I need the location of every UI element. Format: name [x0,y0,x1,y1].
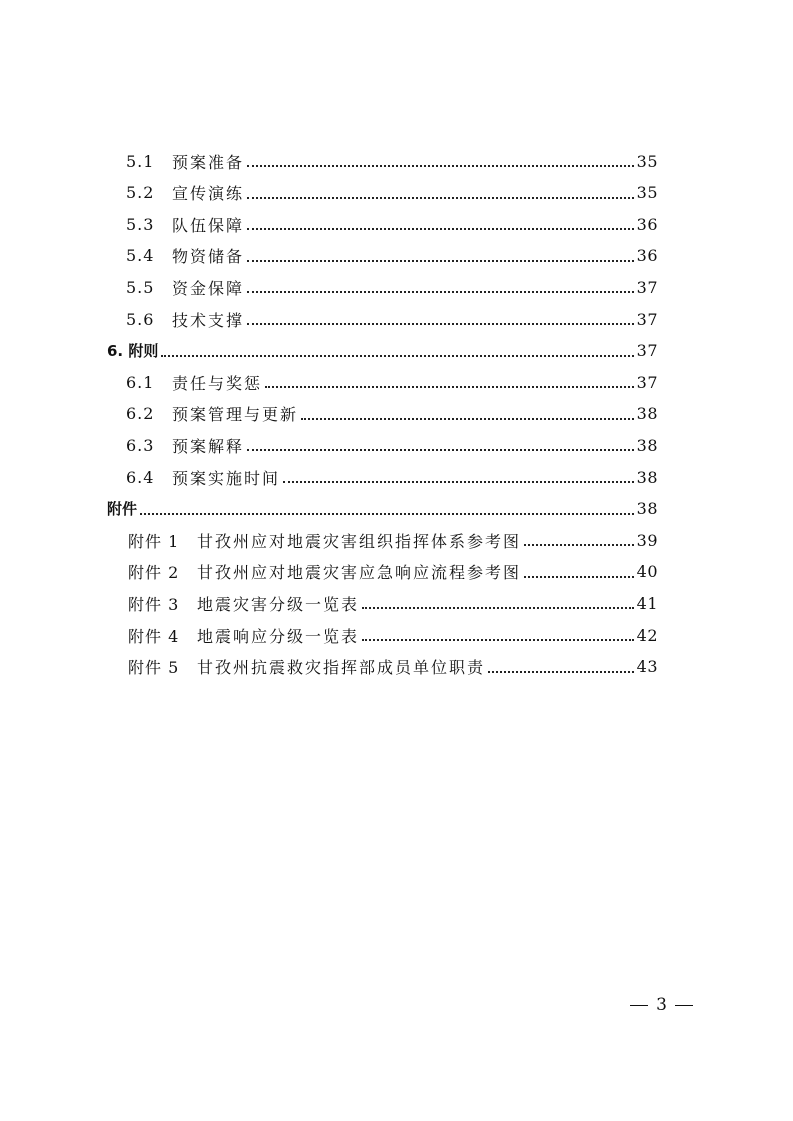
toc-entry-title: 预案准备 [172,152,245,172]
toc-entry-title: 物资储备 [172,247,245,267]
toc-entry-title: 甘孜州抗震救灾指挥部成员单位职责 [197,658,486,678]
toc-entry[interactable] [128,525,658,555]
toc-entry-page: 43 [636,657,658,677]
toc-entry-title: 技术支撑 [172,310,245,330]
dot-leader [247,164,634,167]
toc-entry-title: 宣传演练 [172,184,245,204]
dot-leader [362,638,634,641]
dot-leader [362,606,634,609]
toc-entry-number: 5.4 [126,246,155,266]
toc-entry-number: 6.1 [126,372,155,392]
toc-entry[interactable] [126,399,658,429]
toc-entry-number: 6.2 [126,404,155,424]
toc-entry[interactable] [128,588,658,618]
toc-entry-number: 附件 4 [128,626,180,646]
toc-entry-number: 附件 3 [128,594,180,614]
toc-entry-title: 预案实施时间 [172,468,281,488]
toc-entry-title: 资金保障 [172,278,245,298]
toc-entry-page: 37 [636,309,658,329]
toc-entry[interactable] [126,209,658,239]
toc-entry-number: 5.5 [126,277,155,297]
toc-entry-title: 责任与奖惩 [172,373,263,393]
toc-entry[interactable] [107,336,658,366]
toc-entry[interactable] [107,494,658,524]
toc-entry-page: 38 [636,404,658,424]
toc-entry[interactable] [126,304,658,334]
toc-entry-title: 地震响应分级一览表 [197,626,360,646]
toc-entry-number: 附件 2 [128,563,180,583]
toc-entry[interactable] [126,367,658,397]
dot-leader [283,480,634,483]
dot-leader [247,290,634,293]
toc-entry[interactable] [126,241,658,271]
dot-leader [524,543,634,546]
dot-leader [488,670,634,673]
dot-leader [247,322,634,325]
dot-leader [301,417,634,420]
toc-entry-page: 35 [636,151,658,171]
dot-leader [161,354,633,357]
toc-entry-page: 38 [636,499,658,519]
toc-entry[interactable] [126,462,658,492]
toc-entry-page: 38 [636,435,658,455]
toc-entry[interactable] [128,620,658,650]
toc-entry-number: 6.3 [126,435,155,455]
toc-entry-page: 41 [636,593,658,613]
dot-leader [247,448,634,451]
dot-leader [247,196,634,199]
dot-leader [265,385,634,388]
toc-entry-page: 37 [636,372,658,392]
toc-entry-title: 预案管理与更新 [172,405,299,425]
toc-entry-page: 36 [636,214,658,234]
toc-entry-page: 40 [636,562,658,582]
toc-entry-title: 附件 [107,500,138,519]
toc-entry-title: 预案解释 [172,436,245,456]
toc-entry-page: 37 [636,341,658,361]
toc-entry-number: 5.6 [126,309,155,329]
toc-entry-number: 6.4 [126,467,155,487]
toc-entry[interactable] [126,146,658,176]
toc-entry-page: 38 [636,467,658,487]
toc-entry-page: 35 [636,183,658,203]
toc-entry[interactable] [126,272,658,302]
dot-leader [247,259,634,262]
toc-entry-number: 5.3 [126,214,155,234]
page-footer [630,995,693,1015]
toc-entry-number: 附件 5 [128,658,180,678]
toc-entry-number: 5.2 [126,183,155,203]
toc-entry-page: 39 [636,530,658,550]
dot-leader [140,512,634,515]
toc-entry-page: 42 [636,625,658,645]
toc-entry[interactable] [126,430,658,460]
toc-entry-title: 队伍保障 [172,215,245,235]
toc-entry-title: 6. 附则 [107,342,159,361]
dot-leader [247,227,634,230]
toc-entry[interactable] [128,557,658,587]
footer-dash-right [675,1005,693,1006]
dot-leader [524,575,634,578]
toc-entry[interactable] [126,178,658,208]
page-number: 3 [656,995,667,1015]
toc-entry[interactable] [128,652,658,682]
toc-entry-title: 甘孜州应对地震灾害应急响应流程参考图 [197,563,522,583]
toc-entry-page: 37 [636,277,658,297]
toc-entry-title: 地震灾害分级一览表 [197,594,360,614]
toc-entry-number: 附件 1 [128,531,180,551]
toc-entry-page: 36 [636,246,658,266]
toc-entry-number: 5.1 [126,151,155,171]
toc-entry-title: 甘孜州应对地震灾害组织指挥体系参考图 [197,531,522,551]
footer-dash-left [630,1005,648,1006]
